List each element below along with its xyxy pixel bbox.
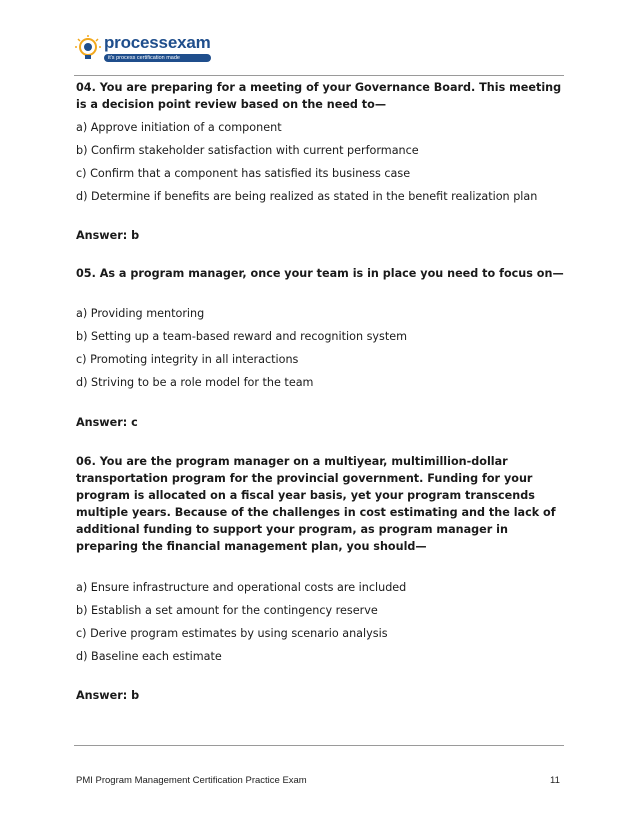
answer-option: c) Promoting integrity in all interactions (76, 353, 299, 366)
answer-key: Answer: b (76, 229, 140, 242)
answer-option: b) Confirm stakeholder satisfaction with current performance (76, 144, 419, 157)
lightbulb-icon (74, 34, 102, 64)
answer-option: d) Determine if benefits are being realized as stated in the benefit realization plan (76, 190, 538, 203)
logo-brand: processexam (104, 33, 211, 52)
footer-title: PMI Program Management Certification Practice Exam (76, 775, 307, 786)
answer-option: d) Baseline each estimate (76, 650, 222, 663)
answer-option: a) Providing mentoring (76, 307, 205, 320)
answer-option: b) Setting up a team-based reward and recognition system (76, 330, 408, 343)
question-text: 05. As a program manager, once your team is in place you need to focus on— (76, 267, 564, 280)
logo (74, 34, 211, 68)
answer-option: a) Ensure infrastructure and operational costs are included (76, 581, 407, 594)
answer-option: d) Striving to be a role model for the team (76, 376, 314, 389)
page-number: 11 (550, 775, 560, 786)
question-text: 06. You are the program manager on a multiyear, multimillion-dollar transportation program for the provincial government. Funding for your program is allocated on a fiscal year basis, yet your program transcends multiple years. Because of the challenges in cost estimating and the lack of additional funding to support your program, as program manager in preparing the financial management plan, you should— (76, 455, 556, 553)
answer-option: c) Confirm that a component has satisfied its business case (76, 167, 411, 180)
answer-key: Answer: b (76, 689, 140, 702)
question-text: 04. You are preparing for a meeting of your Governance Board. This meeting is a decision point review based on the need to— (76, 81, 562, 111)
answer-option: b) Establish a set amount for the contingency reserve (76, 604, 378, 617)
answer-key: Answer: c (76, 416, 138, 429)
answer-option: c) Derive program estimates by using scenario analysis (76, 627, 388, 640)
answer-option: a) Approve initiation of a component (76, 121, 282, 134)
page-content (76, 79, 566, 710)
footer-divider (74, 745, 564, 746)
header-divider (74, 75, 564, 76)
logo-tagline: it's process certification made (104, 54, 211, 62)
